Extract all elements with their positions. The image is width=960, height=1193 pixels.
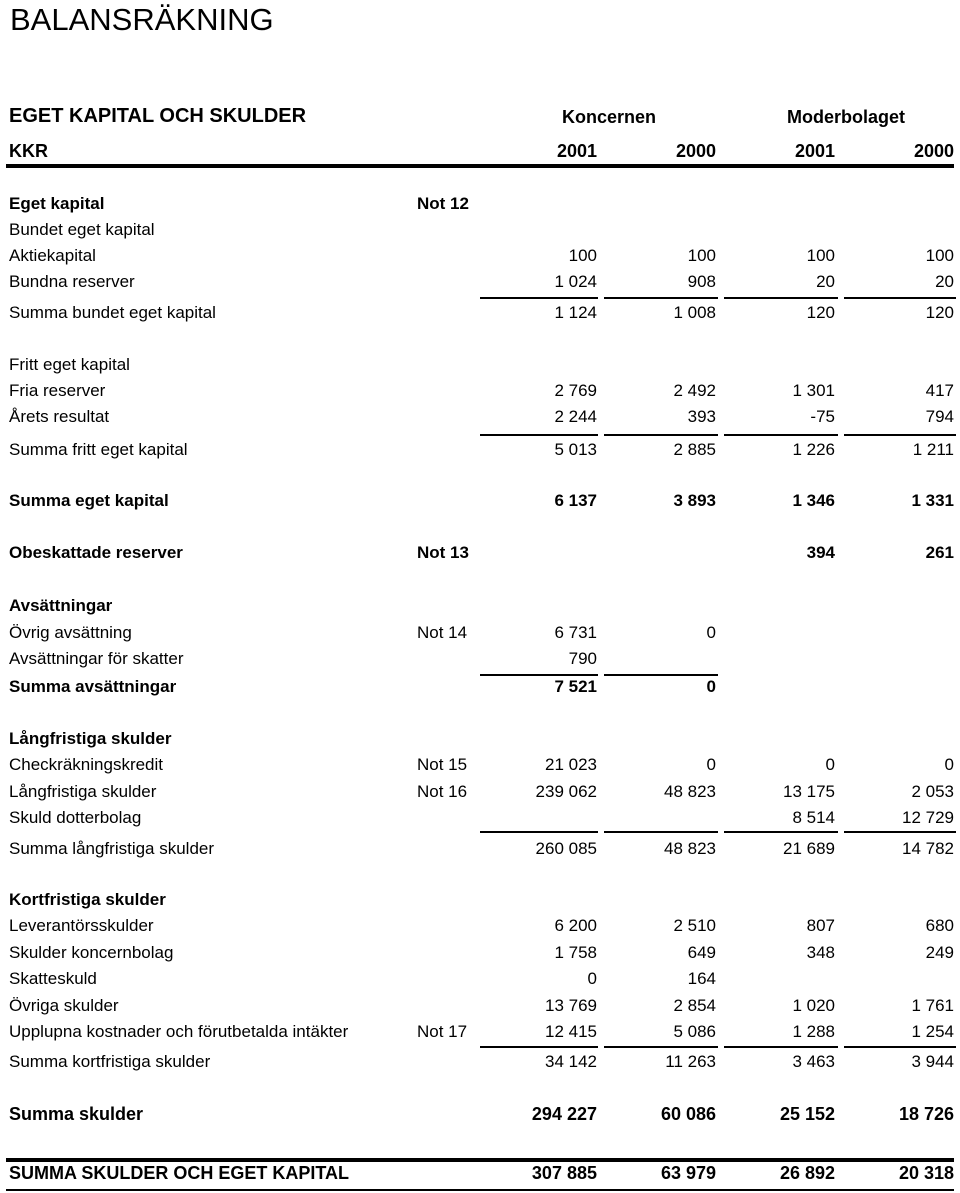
table-row [0,808,960,832]
row-value: 239 062 [535,782,597,801]
row-value: 13 175 [783,782,835,801]
row-value: 6 137 [554,491,597,510]
table-row [0,246,960,270]
row-label: Aktiekapital [9,246,96,265]
subtotal-rule [604,297,718,299]
group-heading-moderbolaget: Moderbolaget [787,107,906,127]
table-row [0,1022,960,1046]
row-value: 11 263 [665,1052,716,1071]
row-value: 1 008 [673,303,716,322]
table-row [0,491,960,515]
row-label: Bundna reserver [9,272,135,291]
row-value: 5 013 [554,440,597,459]
table-row [0,440,960,464]
row-value: 249 [925,943,954,962]
row-note: Not 14 [417,623,468,642]
table-row [0,782,960,806]
subtotal-rule [604,674,718,676]
row-value: 307 885 [531,1163,597,1183]
row-value: 2 244 [554,407,597,426]
subtotal-rule [844,831,956,833]
row-note: Not 12 [417,194,469,213]
table-row [0,943,960,967]
row-value: 393 [687,407,716,426]
row-label: Obeskattade reserver [9,543,183,562]
row-value: 48 823 [664,839,716,858]
year-header: 2001 [556,141,597,161]
table-row [0,596,960,620]
row-label: Fritt eget kapital [9,355,130,374]
row-value: 48 823 [664,782,716,801]
row-label: Upplupna kostnader och förutbetalda intäkter [9,1022,349,1041]
year-header: 2000 [675,141,716,161]
row-label: Skulder koncernbolag [9,943,174,962]
row-label: Övrig avsättning [9,623,132,642]
row-value: 0 [587,969,597,988]
table-row [0,839,960,863]
row-value: 6 731 [554,623,597,642]
row-value: 2 885 [673,440,716,459]
table-row [0,543,960,567]
table-row [0,1163,960,1187]
row-value: 1 211 [912,440,954,459]
table-row [0,220,960,244]
table-row [0,755,960,779]
row-label: Bundet eget kapital [9,220,155,239]
row-value: 20 318 [898,1163,954,1183]
row-value: 100 [806,246,835,265]
row-label: Årets resultat [9,407,110,426]
row-label: Summa långfristiga skulder [9,839,215,858]
row-value: 0 [825,755,835,774]
row-label: Summa eget kapital [9,491,169,510]
row-value: 680 [925,916,954,935]
row-value: 6 200 [554,916,597,935]
row-value: 794 [925,407,954,426]
row-value: 1 761 [911,996,954,1015]
row-label: Avsättningar [9,596,113,615]
row-label: Summa fritt eget kapital [9,440,188,459]
row-note: Not 16 [417,782,468,801]
table-row [0,303,960,327]
subtotal-rule [480,297,598,299]
table-row [0,1104,960,1128]
subtotal-rule [604,1046,718,1048]
row-value: 12 415 [545,1022,597,1041]
row-label: Eget kapital [9,194,105,213]
row-value: 294 227 [531,1104,597,1124]
row-value: 0 [706,755,716,774]
bottom-rule [6,1189,954,1191]
year-header: 2001 [794,141,835,161]
row-label: Leverantörsskulder [9,916,154,935]
row-note: Not 13 [417,543,469,562]
row-value: 100 [568,246,597,265]
row-value: -75 [810,407,835,426]
row-value: 908 [687,272,716,291]
row-label: Skuld dotterbolag [9,808,142,827]
row-label: Summa skulder [9,1104,144,1124]
row-value: 20 [816,272,835,291]
row-value: 807 [806,916,835,935]
table-row [0,272,960,296]
row-label: Avsättningar för skatter [9,649,184,668]
row-value: 260 085 [535,839,597,858]
row-value: 649 [687,943,716,962]
table-row [0,381,960,405]
table-row [0,916,960,940]
row-value: 1 288 [792,1022,835,1041]
unit-label: KKR [9,141,48,161]
row-value: 1 254 [911,1022,954,1041]
subtotal-rule [480,434,598,436]
table-row [0,729,960,753]
subtotal-rule [844,434,956,436]
table-row [0,969,960,993]
row-label: Långfristiga skulder [9,729,172,748]
row-label: Kortfristiga skulder [9,890,166,909]
row-value: 60 086 [660,1104,716,1124]
row-value: 790 [568,649,597,668]
subtotal-rule [844,297,956,299]
row-value: 1 346 [792,491,835,510]
row-value: 120 [806,303,835,322]
row-value: 18 726 [898,1104,954,1124]
row-label: Checkräkningskredit [9,755,164,774]
row-note: Not 15 [417,755,468,774]
row-value: 20 [935,272,954,291]
row-value: 1 301 [792,381,835,400]
table-row [0,623,960,647]
table-row [0,407,960,431]
subtotal-rule [604,831,718,833]
subtotal-rule [604,434,718,436]
row-label: Långfristiga skulder [9,782,157,801]
subtotal-rule [844,1046,956,1048]
row-value: 2 053 [911,782,954,801]
row-label: Övriga skulder [9,996,119,1015]
subtotal-rule [480,831,598,833]
row-value: 7 521 [554,677,597,696]
group-heading-koncernen: Koncernen [562,107,657,127]
row-value: 14 782 [902,839,954,858]
row-label: Summa bundet eget kapital [9,303,216,322]
row-value: 2 854 [673,996,716,1015]
row-value: 21 023 [545,755,597,774]
row-value: 12 729 [902,808,954,827]
page-title: BALANSRÄKNING [10,2,274,37]
row-value: 2 492 [673,381,716,400]
year-header: 2000 [913,141,954,161]
table-row [0,890,960,914]
row-value: 1 124 [554,303,597,322]
row-label: SUMMA SKULDER OCH EGET KAPITAL [9,1163,349,1183]
row-value: 1 020 [792,996,835,1015]
row-value: 261 [925,543,954,562]
row-value: 0 [706,677,716,696]
subtotal-rule [480,1046,598,1048]
row-value: 5 086 [673,1022,716,1041]
row-value: 3 463 [792,1052,835,1071]
row-value: 1 758 [554,943,597,962]
table-row [0,677,960,701]
subtotal-rule [724,1046,838,1048]
row-value: 8 514 [792,808,835,827]
row-value: 1 226 [792,440,835,459]
row-value: 1 331 [911,491,954,510]
table-row [0,996,960,1020]
row-value: 100 [687,246,716,265]
row-value: 26 892 [779,1163,835,1183]
subtotal-rule [480,674,598,676]
row-value: 2 510 [673,916,716,935]
row-value: 100 [925,246,954,265]
row-value: 348 [806,943,835,962]
row-value: 0 [944,755,954,774]
table-row [0,194,960,218]
row-value: 63 979 [660,1163,716,1183]
row-label: Summa kortfristiga skulder [9,1052,211,1071]
row-value: 417 [925,381,954,400]
row-value: 21 689 [783,839,835,858]
row-value: 3 893 [673,491,716,510]
table-row [0,355,960,379]
row-note: Not 17 [417,1022,468,1041]
subtotal-rule [724,434,838,436]
row-value: 394 [806,543,835,562]
row-value: 120 [925,303,954,322]
row-value: 1 024 [554,272,597,291]
total-rule [6,1158,954,1162]
row-value: 0 [706,623,716,642]
section-heading: EGET KAPITAL OCH SKULDER [9,105,307,127]
row-label: Summa avsättningar [9,677,177,696]
row-value: 34 142 [545,1052,597,1071]
row-value: 25 152 [779,1104,835,1124]
table-row [0,649,960,673]
row-value: 13 769 [545,996,597,1015]
row-label: Fria reserver [9,381,106,400]
row-value: 3 944 [911,1052,954,1071]
row-label: Skatteskuld [9,969,97,988]
header-rule [6,164,954,168]
subtotal-rule [724,297,838,299]
table-row [0,1052,960,1076]
subtotal-rule [724,831,838,833]
row-value: 2 769 [554,381,597,400]
row-value: 164 [687,969,716,988]
column-header-row [0,141,960,165]
